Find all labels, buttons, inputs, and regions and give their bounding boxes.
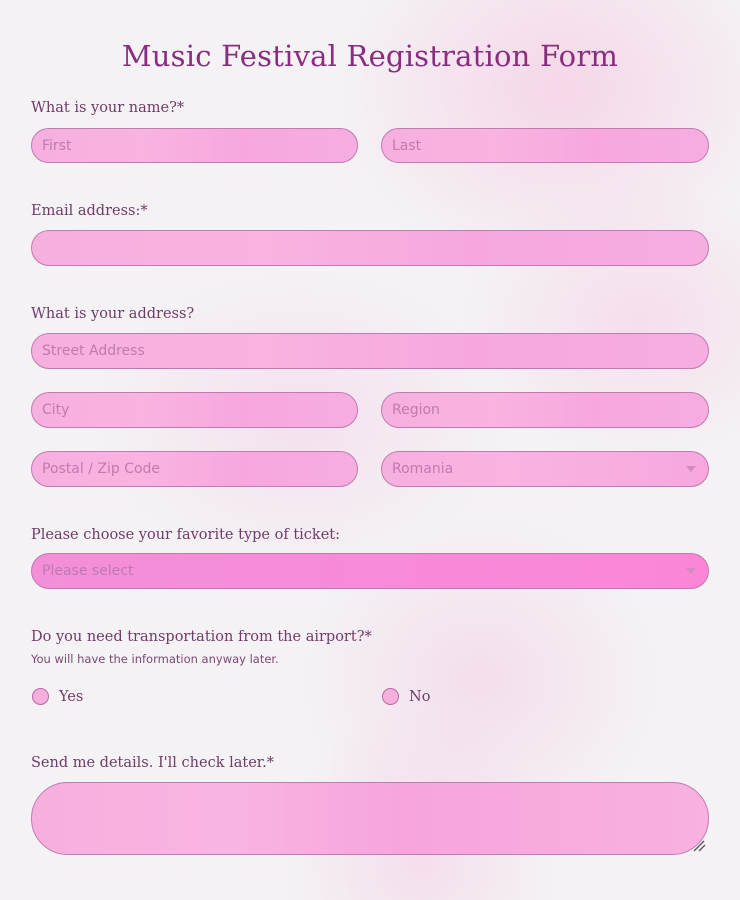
country-select-value: Romania [392,461,454,477]
ticket-select-value: Please select [42,563,134,579]
chevron-down-icon [686,568,696,574]
radio-yes[interactable] [32,688,49,705]
first-name-input[interactable] [31,128,358,163]
name-label: What is your name?* [31,100,185,116]
radio-no[interactable] [382,688,399,705]
ticket-type-select[interactable] [31,553,709,589]
last-name-input[interactable] [381,128,709,163]
region-input[interactable] [381,392,709,428]
transport-label: Do you need transportation from the airport?* [31,629,372,645]
country-select[interactable] [381,451,709,487]
address-label: What is your address? [31,306,195,322]
city-input[interactable] [31,392,358,428]
ticket-label: Please choose your favorite type of ticket: [31,527,340,543]
transport-option-yes[interactable] [32,688,83,705]
details-label: Send me details. I'll check later.* [31,755,274,771]
street-address-input[interactable] [31,333,709,369]
transport-option-no[interactable] [382,688,430,705]
resize-handle-icon[interactable] [692,838,706,852]
chevron-down-icon [686,466,696,472]
email-label: Email address:* [31,203,148,219]
transport-sublabel: You will have the information anyway later. [31,652,279,666]
postal-code-input[interactable] [31,451,358,487]
details-textarea[interactable] [31,782,709,855]
form-title: Music Festival Registration Form [121,39,619,74]
radio-yes-label: Yes [59,688,84,705]
radio-no-label: No [409,688,431,705]
email-input[interactable] [31,230,709,266]
